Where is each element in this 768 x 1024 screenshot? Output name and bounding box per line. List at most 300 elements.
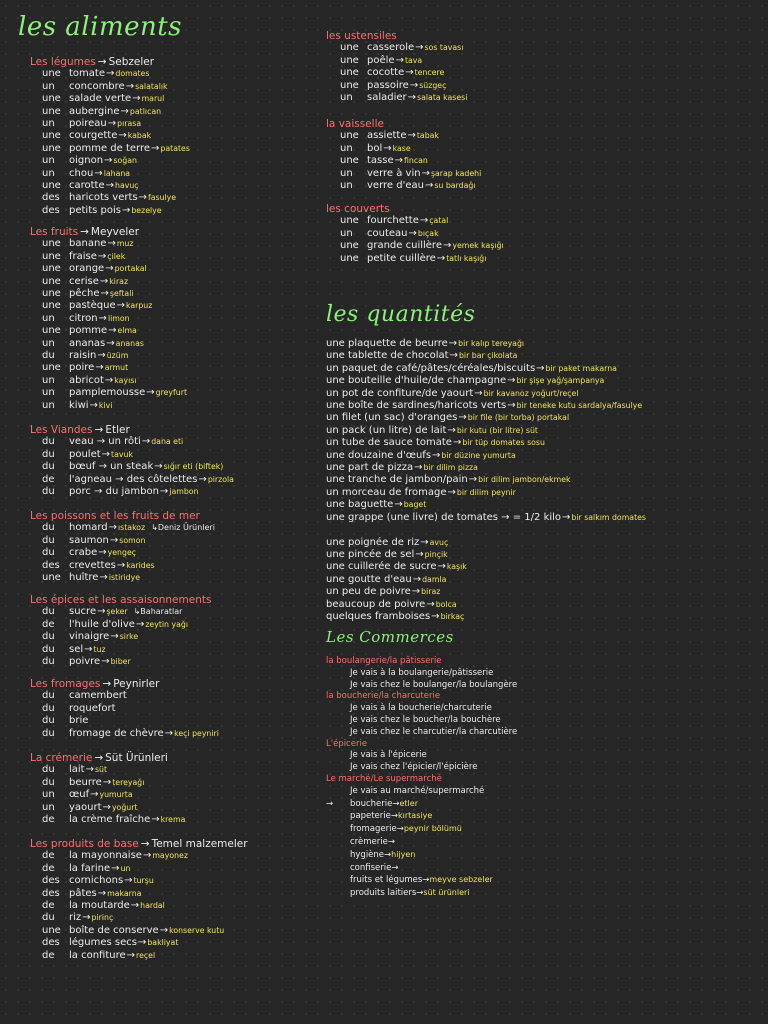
vocab-item [30,644,211,656]
turkish-translation: un [120,863,131,873]
item-list [30,68,190,217]
turkish-translation: pırasa [117,119,142,129]
arrow-icon: → [394,499,403,511]
vocab-item [326,155,481,167]
french-word: assiette [367,130,407,142]
quantity-item [326,450,646,462]
shop-heading: la boucherie/la charcuterie [326,691,441,702]
vocab-item [30,547,215,559]
article: une [42,572,61,584]
arrow-icon: → [94,167,103,179]
article: une [42,142,61,154]
turkish-translation: muz [116,239,134,249]
french-word: petits pois [69,204,121,216]
turkish-translation: pinçik [424,549,448,559]
vocab-item [30,106,190,118]
vocab-item [30,656,211,668]
french-word: homard [69,522,108,534]
french-phrase: fruits et légumes [350,875,423,886]
article: une [340,155,359,167]
article: une [42,250,61,262]
vocab-item [30,777,185,789]
article: une [42,105,61,117]
arrow-icon: → [409,79,419,91]
french-word: verre à vin [367,167,421,179]
arrow-icon: → [159,924,169,936]
french-word: la moutarde [69,900,130,912]
shop-phrase [326,798,517,811]
article: une [42,130,61,142]
arrow-icon: → [97,350,106,362]
vocab-item [326,55,467,67]
turkish-translation: pirinç [91,913,114,923]
arrow-icon: → [80,226,89,238]
french-word: pastèque [69,300,116,312]
article: un [42,337,55,349]
article: un [42,80,55,92]
arrow-icon: → [101,656,110,668]
shop-phrase [326,727,517,739]
french-word: saladier [367,92,407,104]
french-word: une baguette [326,499,394,511]
arrow-icon: → [458,412,467,424]
turkish-translation: elma [117,326,137,336]
article: un [42,118,55,130]
article: une [340,130,359,142]
french-word: légumes secs [69,937,137,949]
article: des [42,887,60,899]
arrow-icon: → [98,547,107,559]
arrow-icon: → [384,849,392,860]
article: une [42,275,61,287]
french-word: fromage de chèvre [69,727,164,739]
category-title: Les légumes [30,56,96,68]
item-list [30,238,187,412]
arrow-icon: → [102,678,112,690]
turkish-translation: baget [403,500,427,510]
arrow-icon: → [126,949,136,961]
article: de [42,814,55,826]
french-word: couteau [367,227,408,239]
quantity-item [326,388,646,400]
article: du [42,350,55,362]
food-category [30,838,248,962]
article: un [42,312,55,324]
french-word: crabe [69,547,98,559]
french-phrase: boucherie [350,798,393,809]
french-word: une douzaine d'œufs [326,449,432,461]
category-title: Les fruits [30,226,79,238]
category-translation: Meyveler [90,226,140,238]
turkish-translation: ananas [115,338,144,348]
vocab-item [30,276,187,288]
shop-heading: la boulangerie/la pâtisserie [326,656,442,666]
turkish-translation: jambon [169,487,199,497]
arrow-icon: → [395,54,404,66]
article: un [42,167,55,179]
french-word: un tube de sauce tomate [326,437,452,449]
article: du [42,690,55,702]
french-word: beurre [69,776,102,788]
shop-phrase [326,862,517,875]
turkish-translation: somon [119,535,146,545]
turkish-translation: patates [160,143,190,153]
quantity-item [326,400,646,412]
turkish-translation: yumurta [99,790,133,800]
quantity-item [326,363,646,375]
vocab-item [30,288,187,300]
french-word: huître [69,572,99,584]
french-word: grande cuillère [367,240,442,252]
article: une [42,180,61,192]
french-word: poivre [69,656,101,668]
vocab-item [30,715,219,727]
food-category [30,56,190,217]
vocab-item [30,338,187,350]
turkish-translation: bolca [435,599,457,609]
item-list [326,42,467,104]
french-word: porc → du jambon [69,486,159,498]
french-phrase: Je vais chez le boucher/la bouchère [350,714,501,725]
category-title: Les fromages [30,678,101,690]
french-phrase: Je vais chez le boulanger/la boulangère [350,679,518,690]
french-word: chou [69,167,94,179]
turkish-translation: meyve sebzeler [429,875,493,885]
article: du [42,656,55,668]
vocab-item [30,606,211,618]
arrow-icon: → [437,561,446,573]
arrow-icon: → [125,80,135,92]
turkish-translation: kiraz [109,276,129,286]
shop-phrase [326,715,517,727]
french-phrase: Je vais à l'épicerie [350,750,427,761]
french-word: la mayonnaise [69,850,142,862]
arrow-icon: → [326,798,334,809]
turkish-translation: kırtasiye [398,811,433,821]
arrow-icon: → [449,350,458,362]
vocab-item [30,400,187,412]
french-phrase: Je vais chez l'épicier/l'épicière [350,762,478,773]
arrow-icon: → [383,142,392,154]
turkish-translation: bir dilim peynir [456,487,516,497]
french-word: pamplemousse [69,387,146,399]
item-list [326,130,481,192]
vocab-item [30,474,234,486]
article: du [42,547,55,559]
turkish-translation: turşu [133,876,154,886]
turkish-translation: hardal [140,901,165,911]
turkish-translation: kabak [127,131,152,141]
turkish-translation: soğan [113,156,137,166]
quantity-item [326,437,646,449]
french-word: salade verte [69,93,132,105]
side-note: ↳Deniz Ürünleri [151,523,215,533]
arrow-icon: → [99,572,108,584]
turkish-translation: yemek kaşığı [452,241,504,251]
arrow-icon: → [507,400,516,412]
turkish-translation: pirzola [207,474,234,484]
arrow-icon: → [102,801,111,813]
arrow-icon: → [116,300,125,312]
french-word: l'agneau → des côtelettes [69,473,198,485]
turkish-translation: kaşık [446,562,467,572]
vocab-item [30,375,187,387]
quantity-item [326,375,646,387]
arrow-icon: → [97,606,106,618]
quantites-list [326,338,646,623]
arrow-icon: → [146,387,155,399]
arrow-icon: → [135,618,145,630]
arrow-icon: → [141,436,151,448]
french-word: aubergine [69,105,120,117]
item-list [30,850,248,962]
vocab-item [30,728,219,740]
french-word: citron [69,312,98,324]
french-word: fraise [69,250,97,262]
category-translation: Etler [105,424,130,436]
arrow-icon: → [116,559,126,571]
turkish-translation: hijyen [391,849,416,859]
french-phrase: hygiène [350,849,385,860]
article: du [42,461,55,473]
french-word: banane [69,238,107,250]
quantity-item [326,425,646,437]
french-word: beaucoup de poivre [326,598,426,610]
article: de [42,618,55,630]
turkish-translation: karpuz [126,301,153,311]
french-word: bœuf → un steak [69,461,154,473]
vocab-item [30,814,185,826]
french-word: la farine [69,862,111,874]
turkish-translation: reçel [136,950,156,960]
turkish-translation: karides [126,560,155,570]
turkish-translation: biber [110,657,131,667]
vocab-item [30,631,211,643]
article: une [340,240,359,252]
article: un [42,155,55,167]
vocab-item [326,67,467,79]
quantity-item [326,512,646,524]
french-word: kiwi [69,399,89,411]
turkish-translation: şeker [106,607,128,617]
arrow-icon: → [130,900,140,912]
food-category [30,678,219,740]
article: une [42,93,61,105]
vocab-item [30,313,187,325]
arrow-icon: → [414,462,423,474]
article: de [42,862,55,874]
shop-phrase [326,823,517,836]
arrow-icon: → [405,67,414,79]
arrow-icon: → [562,511,571,523]
arrow-icon: → [415,42,424,54]
turkish-translation: süt ürünleri [423,888,470,898]
turkish-translation: bir düzine yumurta [441,450,516,460]
french-word: cocotte [367,67,405,79]
arrow-icon: → [85,764,94,776]
article: de [42,900,55,912]
french-word: un pot de confiture/de yaourt [326,387,474,399]
arrow-icon: → [140,838,150,850]
turkish-translation: damla [422,574,447,584]
arrow-icon: → [442,240,452,252]
quantity-item [326,474,646,486]
turkish-translation: süzgeç [419,80,447,90]
arrow-icon: → [422,875,430,886]
turkish-translation: patlıcan [129,106,162,116]
turkish-translation: şarap kadehi [430,168,482,178]
item-list [30,690,219,740]
shop-phrase [326,668,517,680]
vocab-item [30,238,187,250]
article: une [42,68,61,80]
french-word: une cuillerée de sucre [326,561,437,573]
category-title: Les Viandes [30,424,93,436]
french-word: casserole [367,42,415,54]
french-word: oignon [69,155,104,167]
article: des [42,875,60,887]
turkish-translation: krema [160,815,186,825]
turkish-translation: kivi [98,400,113,410]
vocab-item [30,325,187,337]
turkish-translation: mayonez [152,851,188,861]
french-word: vinaigre [69,631,110,643]
arrow-icon: → [99,275,109,287]
turkish-translation: kayısı [114,375,137,385]
quantity-item [326,412,646,424]
category-heading [30,838,248,850]
title-commerces: Les Commerces [326,628,454,646]
category-heading: la vaisselle [326,118,384,130]
shop-phrase [326,786,517,798]
arrow-icon: → [432,449,441,461]
vocab-item [30,850,248,862]
category-translation: Temel malzemeler [151,838,248,850]
turkish-translation: bir bar çikolata [458,351,518,361]
arrow-icon: → [420,536,429,548]
turkish-translation: ıstakoz [118,523,146,533]
french-phrase: fromagerie [350,824,397,835]
vocab-item [30,522,215,534]
vocab-item [30,560,215,572]
vocab-item [326,92,467,104]
category-title: La crémerie [30,752,93,764]
vocab-item [326,215,504,227]
french-word: un paquet de café/pâtes/céréales/biscuits [326,362,536,374]
article: des [42,937,60,949]
turkish-translation: dana eti [151,437,184,447]
arrow-icon: → [431,610,440,622]
article: du [42,631,55,643]
quantity-item [326,561,646,573]
turkish-translation: çilek [107,251,126,261]
french-word: poire [69,362,95,374]
french-phrase: Je vais à la boulangerie/pâtisserie [350,667,494,678]
article: du [42,715,55,727]
shop-phrase [326,703,517,715]
french-word: cornichons [69,875,124,887]
food-category [30,226,187,412]
shop-heading: L'épicerie [326,738,368,749]
shop-phrase [326,874,517,887]
vocab-item [30,912,248,924]
item-list [30,436,234,498]
category-heading: les couverts [326,203,390,215]
french-phrase: Je vais à la boucherie/charcuterie [350,703,492,714]
arrow-icon: → [97,250,107,262]
article: une [42,300,61,312]
turkish-translation: greyfurt [155,388,187,398]
vocab-item [30,937,248,949]
turkish-translation: kase [392,143,411,153]
turkish-translation: bir file (bir torba) portakal [467,413,570,423]
french-phrase: produits laitiers [350,888,417,899]
french-word: pomme [69,325,108,337]
vocab-item [326,143,481,155]
arrow-icon: → [154,461,163,473]
arrow-icon: → [390,811,399,822]
vocab-item [30,81,190,93]
article: du [42,643,55,655]
vocab-item [326,228,504,240]
turkish-translation: limon [107,313,130,323]
arrow-icon: → [151,814,160,826]
article: une [340,54,359,66]
turkish-translation: bir paket makarna [545,363,617,373]
category-heading [30,752,185,764]
vocab-item [30,486,234,498]
french-word: poireau [69,118,107,130]
vocab-item [326,130,481,142]
french-word: un filet (un sac) d'oranges [326,412,458,424]
arrow-icon: → [415,548,424,560]
vocab-item [30,690,219,702]
arrow-icon: → [120,105,129,117]
article: une [42,325,61,337]
turkish-translation: fasulye [147,193,177,203]
french-word: la crème fraîche [69,814,151,826]
turkish-translation: sos tavası [424,43,464,53]
arrow-icon: → [447,486,456,498]
category-heading [30,678,219,690]
french-phrase: papeterie [350,811,391,822]
article: du [42,534,55,546]
french-word: riz [69,912,82,924]
arrow-icon: → [424,180,434,192]
category-translation: Sebzeler [108,56,155,68]
french-word: une grappe (une livre) de tomates → = 1/2 kilo [326,511,562,523]
article: une [340,67,359,79]
vocab-item [30,703,219,715]
french-word: une pincée de sel [326,548,415,560]
arrow-icon: → [407,130,416,142]
vocab-item [30,863,248,875]
turkish-translation: makarna [107,888,142,898]
turkish-translation: bir kalıp tereyağı [458,339,525,348]
french-word: camembert [69,690,127,702]
french-word: une tablette de chocolat [326,350,449,362]
arrow-icon: → [105,180,115,192]
french-word: pâtes [69,887,97,899]
french-word: un peu de poivre [326,586,411,598]
arrow-icon: → [101,448,111,460]
article: des [42,192,60,204]
category-translation: Peynirler [113,678,160,690]
french-word: concombre [69,80,125,92]
article: des [42,559,60,571]
arrow-icon: → [94,752,104,764]
arrow-icon: → [159,486,169,498]
